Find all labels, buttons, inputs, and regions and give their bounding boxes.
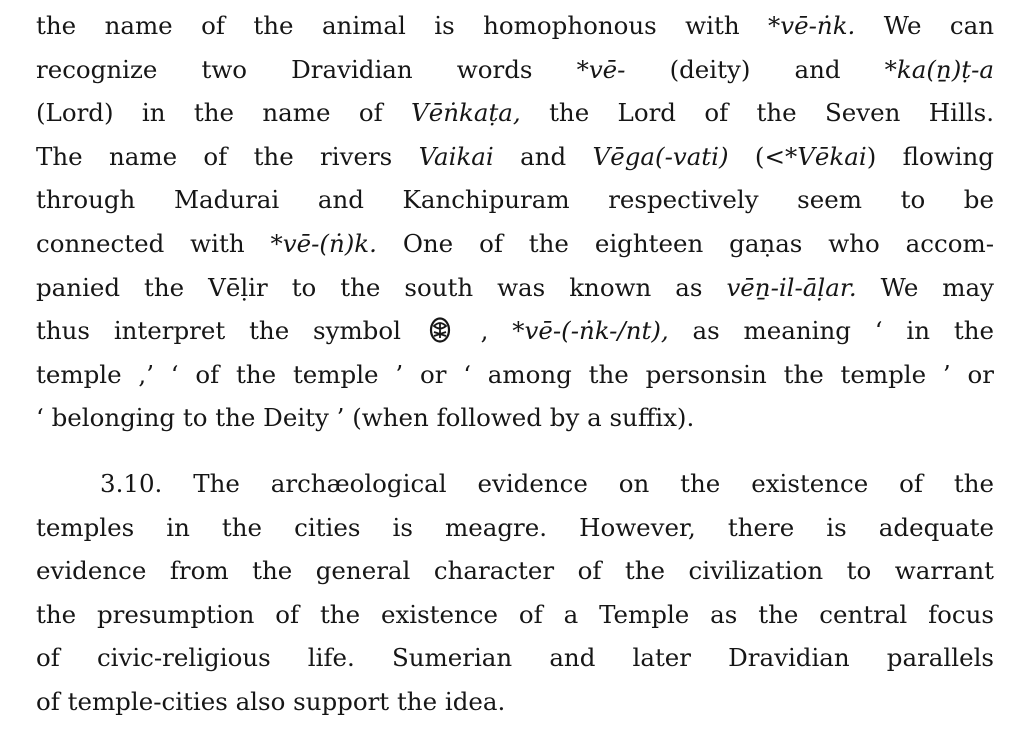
document-page xyxy=(36,0,994,724)
text-run: The name of the rivers xyxy=(36,141,419,171)
text-line xyxy=(36,396,994,440)
text-line xyxy=(36,636,994,680)
text-run: (deity) and * xyxy=(625,54,897,84)
text-line xyxy=(36,549,994,593)
text-line xyxy=(36,266,994,310)
text-run: the name of the animal is homophonous with xyxy=(36,11,769,40)
text-line xyxy=(36,222,994,266)
text-run: panied the Vēḷir to the south was known as xyxy=(36,272,727,302)
text-run: of temple-cities also support the idea. xyxy=(36,686,506,716)
text-run: ‘ belonging to the Deity ’ (when followed by a suffix). xyxy=(36,403,695,433)
text-run: recognize two Dravidian words * xyxy=(36,54,589,84)
text-run: the Lord of the Seven Hills. xyxy=(520,98,994,128)
text-run: of civic-religious life. Sumerian and later Dravidian parallels xyxy=(36,643,994,673)
text-line xyxy=(36,48,994,92)
italic-term: vē-(-ṅk-/nt), xyxy=(524,316,669,346)
italic-term: vēṉ-il-āḷar. xyxy=(726,272,857,302)
text-run: thus interpret the symbol xyxy=(36,316,425,346)
italic-term: *vē-ṅk. xyxy=(768,11,856,40)
text-line xyxy=(36,506,994,550)
text-run: (<* xyxy=(728,141,798,171)
italic-term: ka(ṉ)ṭ-a xyxy=(896,54,994,84)
text-line xyxy=(36,593,994,637)
paragraph-2 xyxy=(36,462,994,724)
italic-term: Vēkai xyxy=(797,141,867,171)
text-run: temple ,’ ‘ of the temple ’ or ‘ among the personsin the temple ’ or xyxy=(36,359,994,389)
italic-term: Vaikai xyxy=(418,141,494,171)
text-run: and xyxy=(493,141,593,171)
text-run: We may xyxy=(856,272,994,302)
text-run: the presumption of the existence of a Temple as the central focus xyxy=(36,599,994,629)
text-run: (Lord) in the name of xyxy=(36,98,412,128)
text-line xyxy=(36,135,994,179)
paragraph-1 xyxy=(36,0,994,440)
text-run: We can xyxy=(855,11,994,40)
text-line xyxy=(36,353,994,397)
italic-term: Vēṅkaṭa, xyxy=(411,98,521,128)
text-run: evidence from the general character of the civilization to warrant xyxy=(36,556,994,586)
italic-term: vē-(ṅ)k. xyxy=(282,228,377,258)
text-run: through Madurai and Kanchipuram respectively seem to be xyxy=(36,185,994,215)
italic-term: Vēga(-vati) xyxy=(592,141,729,171)
text-run: 3.10. The archæological evidence on the existence of the xyxy=(100,468,994,498)
text-line xyxy=(36,309,994,353)
text-line xyxy=(36,462,994,506)
text-line xyxy=(36,680,994,724)
text-run: ) flowing xyxy=(866,141,994,171)
enclosed-fish-sign-icon xyxy=(429,317,451,343)
text-run: connected with * xyxy=(36,228,283,258)
paragraph-gap xyxy=(36,440,994,462)
text-run: , * xyxy=(480,316,525,346)
text-run: One of the eighteen gaṇas who accom- xyxy=(376,228,994,258)
text-run: as meaning ‘ in the xyxy=(668,316,995,346)
text-line xyxy=(36,91,994,135)
text-line xyxy=(36,4,994,48)
text-run: temples in the cities is meagre. However, there is adequate xyxy=(36,512,994,542)
text-line xyxy=(36,178,994,222)
italic-term: vē- xyxy=(588,54,626,84)
